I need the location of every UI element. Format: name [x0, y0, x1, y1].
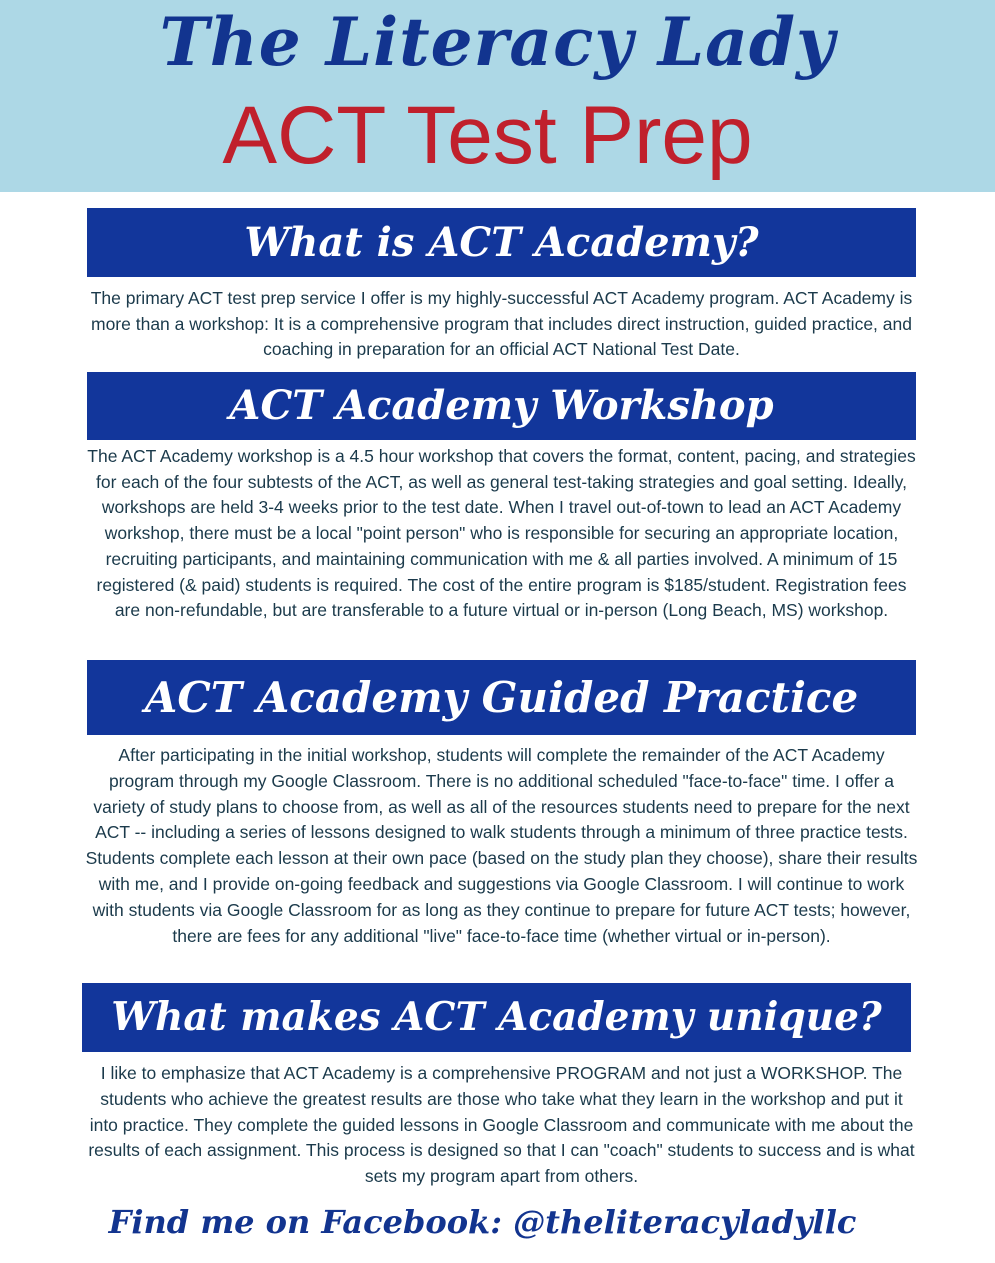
header-banner [0, 0, 995, 192]
brand-title: The Literacy Lady [159, 3, 836, 81]
section-heading-text: ACT Academy Guided Practice [144, 673, 859, 722]
section-heading-what-is [87, 208, 916, 277]
section-heading-workshop [87, 372, 916, 440]
section-heading-text: What is ACT Academy? [244, 219, 759, 266]
section-heading-text: ACT Academy Workshop [229, 382, 774, 429]
section-body-workshop: The ACT Academy workshop is a 4.5 hour workshop that covers the format, content, pacing, and strategies for each of the four subtests of the ACT, as well as general test-taking strategies and goal setting. Ideally, workshops are held 3-4 weeks prior to the test date. When I travel out-of-town to lead an ACT Academy workshop, there must be a local "point person" who is responsible for securing an appropriate location, recruiting participants, and maintaining communication with me & all parties involved. A minimum of 15 registered (& paid) students is required. The cost of the entire program is $185/student. Registration fees are non-refundable, but are transferable to a future virtual or in-person (Long Beach, MS) workshop. [87, 446, 916, 621]
section-body-guided-practice: After participating in the initial workshop, students will complete the remainder of the ACT Academy program through my Google Classroom. There is no additional scheduled "face-to-face" time. I offer a variety of study plans to choose from, as well as all of the resources students need to prepare for the next ACT -- including a series of lessons designed to walk students through a minimum of three practice tests. Students complete each lesson at their own pace (based on the study plan they choose), share their results with me, and I provide on-going feedback and suggestions via Google Classroom. I will continue to work with students via Google Classroom for as long as they continue to prepare for future ACT tests; however, there are fees for any additional "live" face-to-face time (whether virtual or in-person). [85, 745, 918, 946]
section-heading-unique [82, 983, 911, 1052]
section-body-unique: I like to emphasize that ACT Academy is a comprehensive PROGRAM and not just a WORKSHOP. The students who achieve the greatest results are those who take what they learn in the workshop and put it into practice. They complete the guided lessons in Google Classroom and communicate with me about the results of each assignment. This process is designed so that I can "coach" students to success and is what sets my program apart from others. [88, 1063, 915, 1187]
section-heading-guided-practice [87, 660, 916, 735]
section-heading-text: What makes ACT Academy unique? [111, 994, 882, 1040]
page-title: ACT Test Prep [222, 90, 753, 181]
facebook-handle: Find me on Facebook: @theliteracyladyllc [108, 1203, 857, 1241]
section-body-what-is: The primary ACT test prep service I offer is my highly-successful ACT Academy program. ACT Academy is more than a workshop: It is a comprehensive program that includes direct instruction, guided practice, and coaching in preparation for an official ACT National Test Date. [90, 288, 913, 359]
